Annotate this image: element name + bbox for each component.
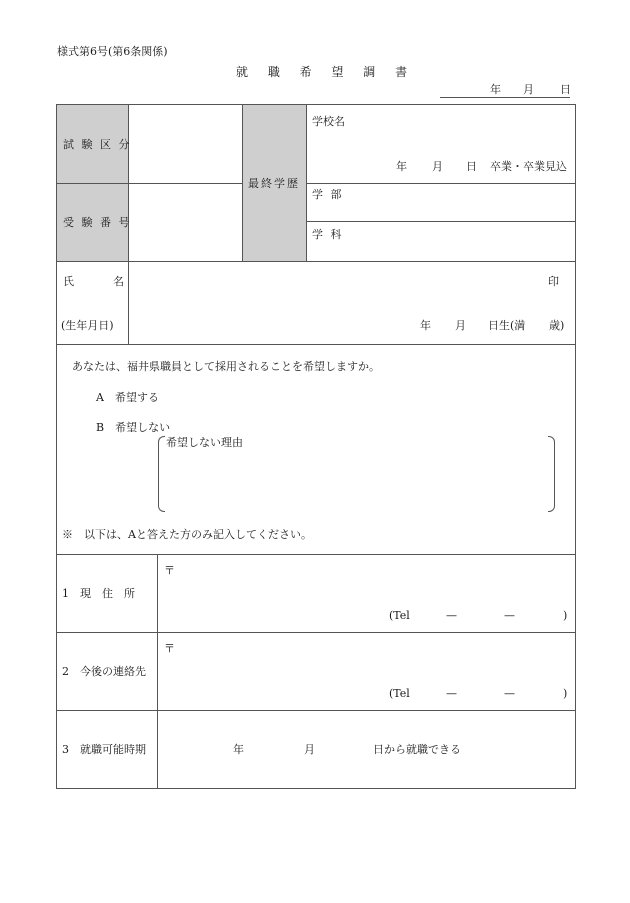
- table1-right: [575, 104, 576, 555]
- address-tel-close: ): [563, 609, 568, 622]
- grad-month: 月: [432, 160, 443, 173]
- row-sep-183: [56, 183, 242, 184]
- row-sep-faculty: [306, 183, 576, 184]
- table1-left: [56, 104, 57, 555]
- address-tel-dash-1: —: [446, 609, 457, 622]
- contact-postal-mark: 〒: [164, 642, 175, 655]
- date-day[interactable]: 日: [560, 83, 571, 96]
- contact-tel-label: (Tel: [389, 687, 410, 700]
- table1-top: [56, 104, 576, 105]
- reason-label: 希望しない理由: [166, 436, 243, 449]
- name-label-2: 名: [113, 275, 124, 288]
- contact-tel-dash-1: —: [446, 687, 457, 700]
- education-label: 最終学歴: [248, 177, 300, 190]
- contact-tel-close: ): [563, 687, 568, 700]
- seal-mark: 印: [548, 275, 559, 288]
- date-underline: [440, 97, 570, 98]
- note-text: ※ 以下は、Aと答えた方のみ記入してください。: [62, 528, 312, 541]
- table2-row-1: [56, 632, 576, 633]
- table2-left: [56, 554, 57, 789]
- option-a[interactable]: A 希望する: [96, 391, 159, 404]
- grad-year: 年: [396, 160, 407, 173]
- option-b[interactable]: B 希望しない: [96, 421, 171, 434]
- avail-day: 日から就職できる: [373, 743, 461, 756]
- grad-day: 日: [466, 160, 477, 173]
- avail-year: 年: [233, 743, 244, 756]
- table2-col: [157, 554, 158, 789]
- grad-status[interactable]: 卒業・卒業見込: [490, 160, 567, 173]
- row-sep-name: [56, 261, 576, 262]
- birth-year: 年: [420, 319, 431, 332]
- exam-category-label: 試 験 区 分: [63, 138, 132, 151]
- faculty-label: 学 部: [312, 188, 344, 201]
- exam-number-label: 受 験 番 号: [63, 216, 132, 229]
- document-title: 就 職 希 望 調 書: [236, 65, 416, 79]
- row-sep-dept: [306, 221, 576, 222]
- row-sep-question: [56, 344, 576, 345]
- table1-bottom: [56, 554, 576, 555]
- birth-day-age: 日生(満: [488, 319, 526, 332]
- address-label: 1 現 住 所: [62, 587, 135, 600]
- question-text: あなたは、福井県職員として採用されることを希望しますか。: [72, 360, 380, 373]
- reason-bracket-right: [548, 436, 555, 512]
- address-postal-mark: 〒: [164, 564, 175, 577]
- table2-right: [575, 554, 576, 789]
- address-tel-label: (Tel: [389, 609, 410, 622]
- school-name-label: 学校名: [312, 115, 345, 128]
- date-year[interactable]: 年: [490, 83, 501, 96]
- col-sep-306: [306, 104, 307, 262]
- table2-row-2: [56, 710, 576, 711]
- address-tel-dash-2: —: [504, 609, 515, 622]
- birth-month: 月: [455, 319, 466, 332]
- form-number: 様式第6号(第6条関係): [57, 45, 168, 58]
- contact-label: 2 今後の連絡先: [62, 665, 146, 678]
- contact-tel-dash-2: —: [504, 687, 515, 700]
- birth-label: (生年月日): [61, 319, 114, 332]
- name-label-1: 氏: [63, 275, 74, 288]
- table2-bottom: [56, 788, 576, 789]
- availability-label: 3 就職可能時期: [62, 743, 146, 756]
- date-month[interactable]: 月: [523, 83, 534, 96]
- age-unit: 歳): [549, 319, 565, 332]
- col-sep-242: [242, 104, 243, 262]
- avail-month: 月: [304, 743, 315, 756]
- reason-bracket-left: [158, 436, 165, 512]
- department-label: 学 科: [312, 228, 344, 241]
